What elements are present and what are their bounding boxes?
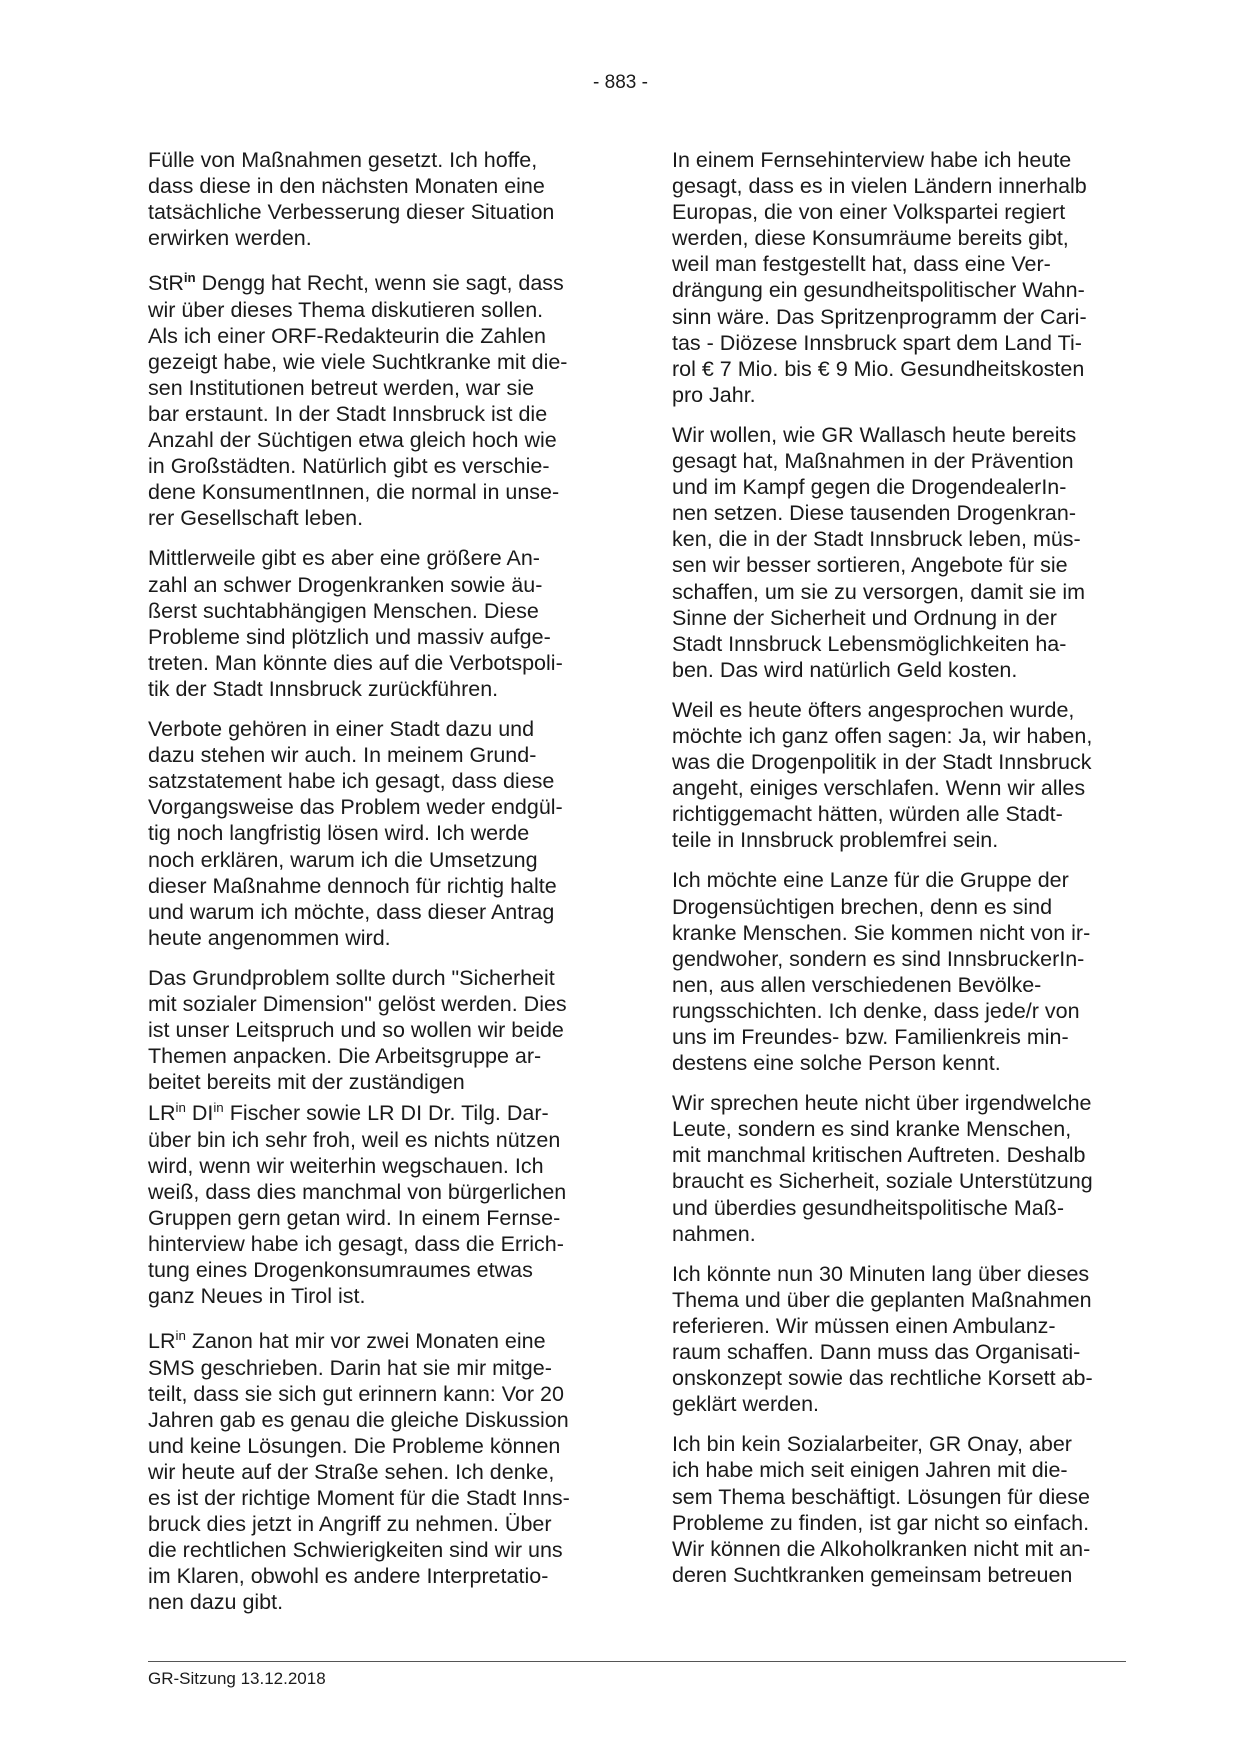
- text-line: Sinne der Sicherheit und Ordnung in der: [672, 605, 1057, 630]
- text-line: werden, diese Konsumräume bereits gibt,: [672, 226, 1069, 251]
- text-line: Anzahl der Süchtigen etwa gleich hoch wie: [148, 428, 557, 453]
- text-line: tatsächliche Verbesserung dieser Situation: [148, 200, 555, 225]
- text-line: nen dazu gibt.: [148, 1590, 284, 1615]
- text-line: es ist der richtige Moment für die Stadt Inns-: [148, 1485, 570, 1510]
- text-line: nahmen.: [672, 1221, 756, 1246]
- text-line: gesagt hat, Maßnahmen in der Prävention: [672, 449, 1074, 474]
- text-line: Jahren gab es genau die gleiche Diskussion: [148, 1407, 569, 1432]
- text-line: nen, aus allen verschiedenen Bevölke-: [672, 972, 1042, 997]
- text-line: rol € 7 Mio. bis € 9 Mio. Gesundheitskosten: [672, 356, 1085, 381]
- text-line: Ich bin kein Sozialarbeiter, GR Onay, aber: [672, 1432, 1072, 1457]
- text-line: Als ich einer ORF-Redakteurin die Zahlen: [148, 323, 546, 348]
- paragraph: [672, 1090, 1127, 1247]
- text-line: [148, 1323, 603, 1354]
- text-line: heute angenommen wird.: [148, 925, 391, 950]
- superscript: in: [175, 1328, 186, 1344]
- text-line: dass diese in den nächsten Monaten eine: [148, 174, 545, 199]
- text-line: in Großstädten. Natürlich gibt es verschie-: [148, 454, 550, 479]
- text-line: [148, 265, 603, 296]
- text-line: wir über dieses Thema diskutieren sollen.: [148, 297, 544, 322]
- text-line: kranke Menschen. Sie kommen nicht von ir-: [672, 920, 1091, 945]
- text-line: satzstatement habe ich gesagt, dass diese: [148, 769, 555, 794]
- text-line: SMS geschrieben. Darin hat sie mir mitge-: [148, 1355, 552, 1380]
- text-line: bar erstaunt. In der Stadt Innsbruck ist die: [148, 402, 548, 426]
- paragraph: [672, 1431, 1127, 1588]
- text-line: über bin ich sehr froh, weil es nichts nützen: [148, 1127, 561, 1152]
- text-line: ganz Neues in Tirol ist.: [148, 1284, 366, 1309]
- text-line: möchte ich ganz offen sagen: Ja, wir haben,: [672, 723, 1093, 748]
- text-line: Wir sprechen heute nicht über irgendwelche: [672, 1091, 1092, 1116]
- text-line: [148, 1095, 603, 1126]
- text-line: treten. Man könnte dies auf die Verbotspoli-: [148, 650, 563, 675]
- text-line: gezeigt habe, wie viele Suchtkranke mit die-: [148, 349, 568, 374]
- text-line: Ich möchte eine Lanze für die Gruppe der: [672, 868, 1069, 893]
- text-line: dieser Maßnahme dennoch für richtig halte: [148, 873, 557, 898]
- text-line: schaffen, um sie zu versorgen, damit sie im: [672, 579, 1086, 604]
- text-line: Weil es heute öfters angesprochen wurde,: [672, 697, 1075, 722]
- text-line: raum schaffen. Dann muss das Organisati-: [672, 1340, 1081, 1365]
- text-line: mit sozialer Dimension" gelöst werden. Dies: [148, 991, 567, 1016]
- text-line: ich habe mich seit einigen Jahren mit die-: [672, 1458, 1068, 1483]
- text-line: onskonzept sowie das rechtliche Korsett ab-: [672, 1366, 1093, 1391]
- text-line: ßerst suchtabhängigen Menschen. Diese: [148, 598, 539, 623]
- title-abbrev: DI: [185, 1101, 214, 1126]
- text-line: wird, wenn wir weiterhin wegschauen. Ich: [148, 1153, 544, 1178]
- paragraph: [148, 265, 603, 531]
- text-line: Leute, sondern es sind kranke Menschen,: [672, 1117, 1072, 1142]
- page-number: - 883 -: [593, 72, 648, 93]
- text-line: ken, die in der Stadt Innsbruck leben, müs-: [672, 527, 1081, 552]
- text-line: Stadt Innsbruck Lebensmöglichkeiten ha-: [672, 631, 1067, 656]
- text-fragment: Dengg hat Recht, wenn sie sagt, dass: [195, 271, 564, 296]
- text-line: sem Thema beschäftigt. Lösungen für diese: [672, 1484, 1090, 1509]
- text-line: referieren. Wir müssen einen Ambulanz-: [672, 1313, 1056, 1338]
- paragraph: [672, 867, 1127, 1076]
- paragraph: [148, 147, 603, 251]
- text-line: tik der Stadt Innsbruck zurückführen.: [148, 676, 499, 701]
- text-line: deren Suchtkranken gemeinsam betreuen: [672, 1562, 1073, 1587]
- superscript: in: [213, 1100, 224, 1116]
- text-line: richtiggemacht hätten, würden alle Stadt-: [672, 802, 1063, 827]
- text-line: Verbote gehören in einer Stadt dazu und: [148, 717, 535, 742]
- text-line: Wir können die Alkoholkranken nicht mit an-: [672, 1536, 1091, 1561]
- text-line: dazu stehen wir auch. In meinem Grund-: [148, 743, 537, 768]
- footer-divider: [148, 1661, 1126, 1662]
- text-line: weil man festgestellt hat, dass eine Ver-: [672, 252, 1051, 277]
- paragraph: [148, 1323, 603, 1615]
- left-column: [148, 147, 603, 1629]
- text-line: sinn wäre. Das Spritzenprogramm der Cari-: [672, 304, 1087, 329]
- text-line: sen wir besser sortieren, Angebote für sie: [672, 553, 1068, 578]
- text-line: ben. Das wird natürlich Geld kosten.: [672, 657, 1018, 682]
- text-line: Drogensüchtigen brechen, denn es sind: [672, 894, 1053, 919]
- text-line: und im Kampf gegen die DrogendealerIn-: [672, 475, 1067, 500]
- text-line: Themen anpacken. Die Arbeitsgruppe ar-: [148, 1044, 542, 1069]
- text-line: Probleme sind plötzlich und massiv aufge-: [148, 624, 551, 649]
- paragraph: [672, 422, 1127, 683]
- text-line: tung eines Drogenkonsumraumes etwas: [148, 1258, 533, 1283]
- title-abbrev: LR: [148, 1329, 176, 1354]
- paragraph: [672, 697, 1127, 854]
- text-line: tig noch langfristig lösen wird. Ich werde: [148, 821, 530, 846]
- text-line: teile in Innsbruck problemfrei sein.: [672, 828, 999, 853]
- text-line: erwirken werden.: [148, 226, 312, 251]
- paragraph: [148, 545, 603, 702]
- text-line: gendwoher, sondern es sind InnsbruckerIn-: [672, 946, 1085, 971]
- paragraph: [672, 147, 1127, 408]
- text-line: weiß, dass dies manchmal von bürgerlichen: [148, 1179, 567, 1204]
- text-line: Mittlerweile gibt es aber eine größere An-: [148, 546, 540, 571]
- title-abbrev: LR: [148, 1101, 176, 1126]
- text-line: und warum ich möchte, dass dieser Antrag: [148, 899, 555, 924]
- title-abbrev: StR: [148, 271, 184, 296]
- right-column: [672, 147, 1127, 1602]
- text-line: dene KonsumentInnen, die normal in unse-: [148, 480, 560, 505]
- text-line: nen setzen. Diese tausenden Drogenkran-: [672, 501, 1076, 526]
- text-line: Wir wollen, wie GR Wallasch heute bereits: [672, 422, 1077, 447]
- text-line: Das Grundproblem sollte durch "Sicherheit: [148, 965, 555, 990]
- text-line: teilt, dass sie sich gut erinnern kann: Vor 20: [148, 1381, 564, 1406]
- text-line: geklärt werden.: [672, 1392, 819, 1417]
- text-line: drängung ein gesundheitspolitischer Wahn-: [672, 278, 1085, 303]
- text-fragment: Zanon hat mir vor zwei Monaten eine: [185, 1329, 546, 1354]
- text-line: tas - Diözese Innsbruck spart dem Land Ti-: [672, 330, 1082, 355]
- text-line: beitet bereits mit der zuständigen: [148, 1070, 465, 1095]
- text-line: und keine Lösungen. Die Probleme können: [148, 1433, 561, 1458]
- text-line: im Klaren, obwohl es andere Interpretatio-: [148, 1564, 549, 1589]
- text-line: Probleme zu finden, ist gar nicht so einfach.: [672, 1510, 1090, 1535]
- text-line: und überdies gesundheitspolitische Maß-: [672, 1195, 1065, 1220]
- text-line: ist unser Leitspruch und so wollen wir beide: [148, 1018, 564, 1043]
- text-line: was die Drogenpolitik in der Stadt Innsbruck: [672, 750, 1092, 775]
- text-line: Vorgangsweise das Problem weder endgül-: [148, 795, 563, 820]
- text-line: hinterview habe ich gesagt, dass die Errich-: [148, 1231, 564, 1256]
- text-fragment: Fischer sowie LR DI Dr. Tilg. Dar-: [223, 1101, 549, 1126]
- text-line: Fülle von Maßnahmen gesetzt. Ich hoffe,: [148, 148, 538, 172]
- paragraph: [148, 965, 603, 1309]
- text-line: mit manchmal kritischen Auftreten. Deshalb: [672, 1143, 1086, 1168]
- text-line: gesagt, dass es in vielen Ländern innerhalb: [672, 174, 1087, 199]
- text-line: In einem Fernsehinterview habe ich heute: [672, 148, 1072, 172]
- text-line: sen Institutionen betreut werden, war sie: [148, 375, 535, 400]
- text-line: Ich könnte nun 30 Minuten lang über dieses: [672, 1261, 1090, 1286]
- text-line: pro Jahr.: [672, 382, 756, 407]
- text-line: Thema und über die geplanten Maßnahmen: [672, 1287, 1092, 1312]
- superscript: in: [175, 1100, 186, 1116]
- text-line: rungsschichten. Ich denke, dass jede/r von: [672, 998, 1080, 1023]
- text-line: rer Gesellschaft leben.: [148, 506, 364, 531]
- text-line: zahl an schwer Drogenkranken sowie äu-: [148, 572, 543, 597]
- text-line: braucht es Sicherheit, soziale Unterstützung: [672, 1169, 1093, 1194]
- text-line: bruck dies jetzt in Angriff zu nehmen. Über: [148, 1512, 552, 1537]
- text-line: Gruppen gern getan wird. In einem Fernse-: [148, 1205, 561, 1230]
- text-line: noch erklären, warum ich die Umsetzung: [148, 847, 538, 872]
- text-line: wir heute auf der Straße sehen. Ich denke,: [148, 1459, 555, 1484]
- footer-text: GR-Sitzung 13.12.2018: [148, 1669, 326, 1688]
- superscript: in: [183, 270, 196, 286]
- paragraph: [148, 716, 603, 951]
- text-line: destens eine solche Person kennt.: [672, 1051, 1001, 1076]
- text-line: die rechtlichen Schwierigkeiten sind wir uns: [148, 1538, 563, 1563]
- text-line: Europas, die von einer Volkspartei regiert: [672, 200, 1066, 225]
- paragraph: [672, 1261, 1127, 1418]
- text-line: angeht, einiges verschlafen. Wenn wir alles: [672, 776, 1086, 801]
- text-line: uns im Freundes- bzw. Familienkreis min-: [672, 1025, 1069, 1049]
